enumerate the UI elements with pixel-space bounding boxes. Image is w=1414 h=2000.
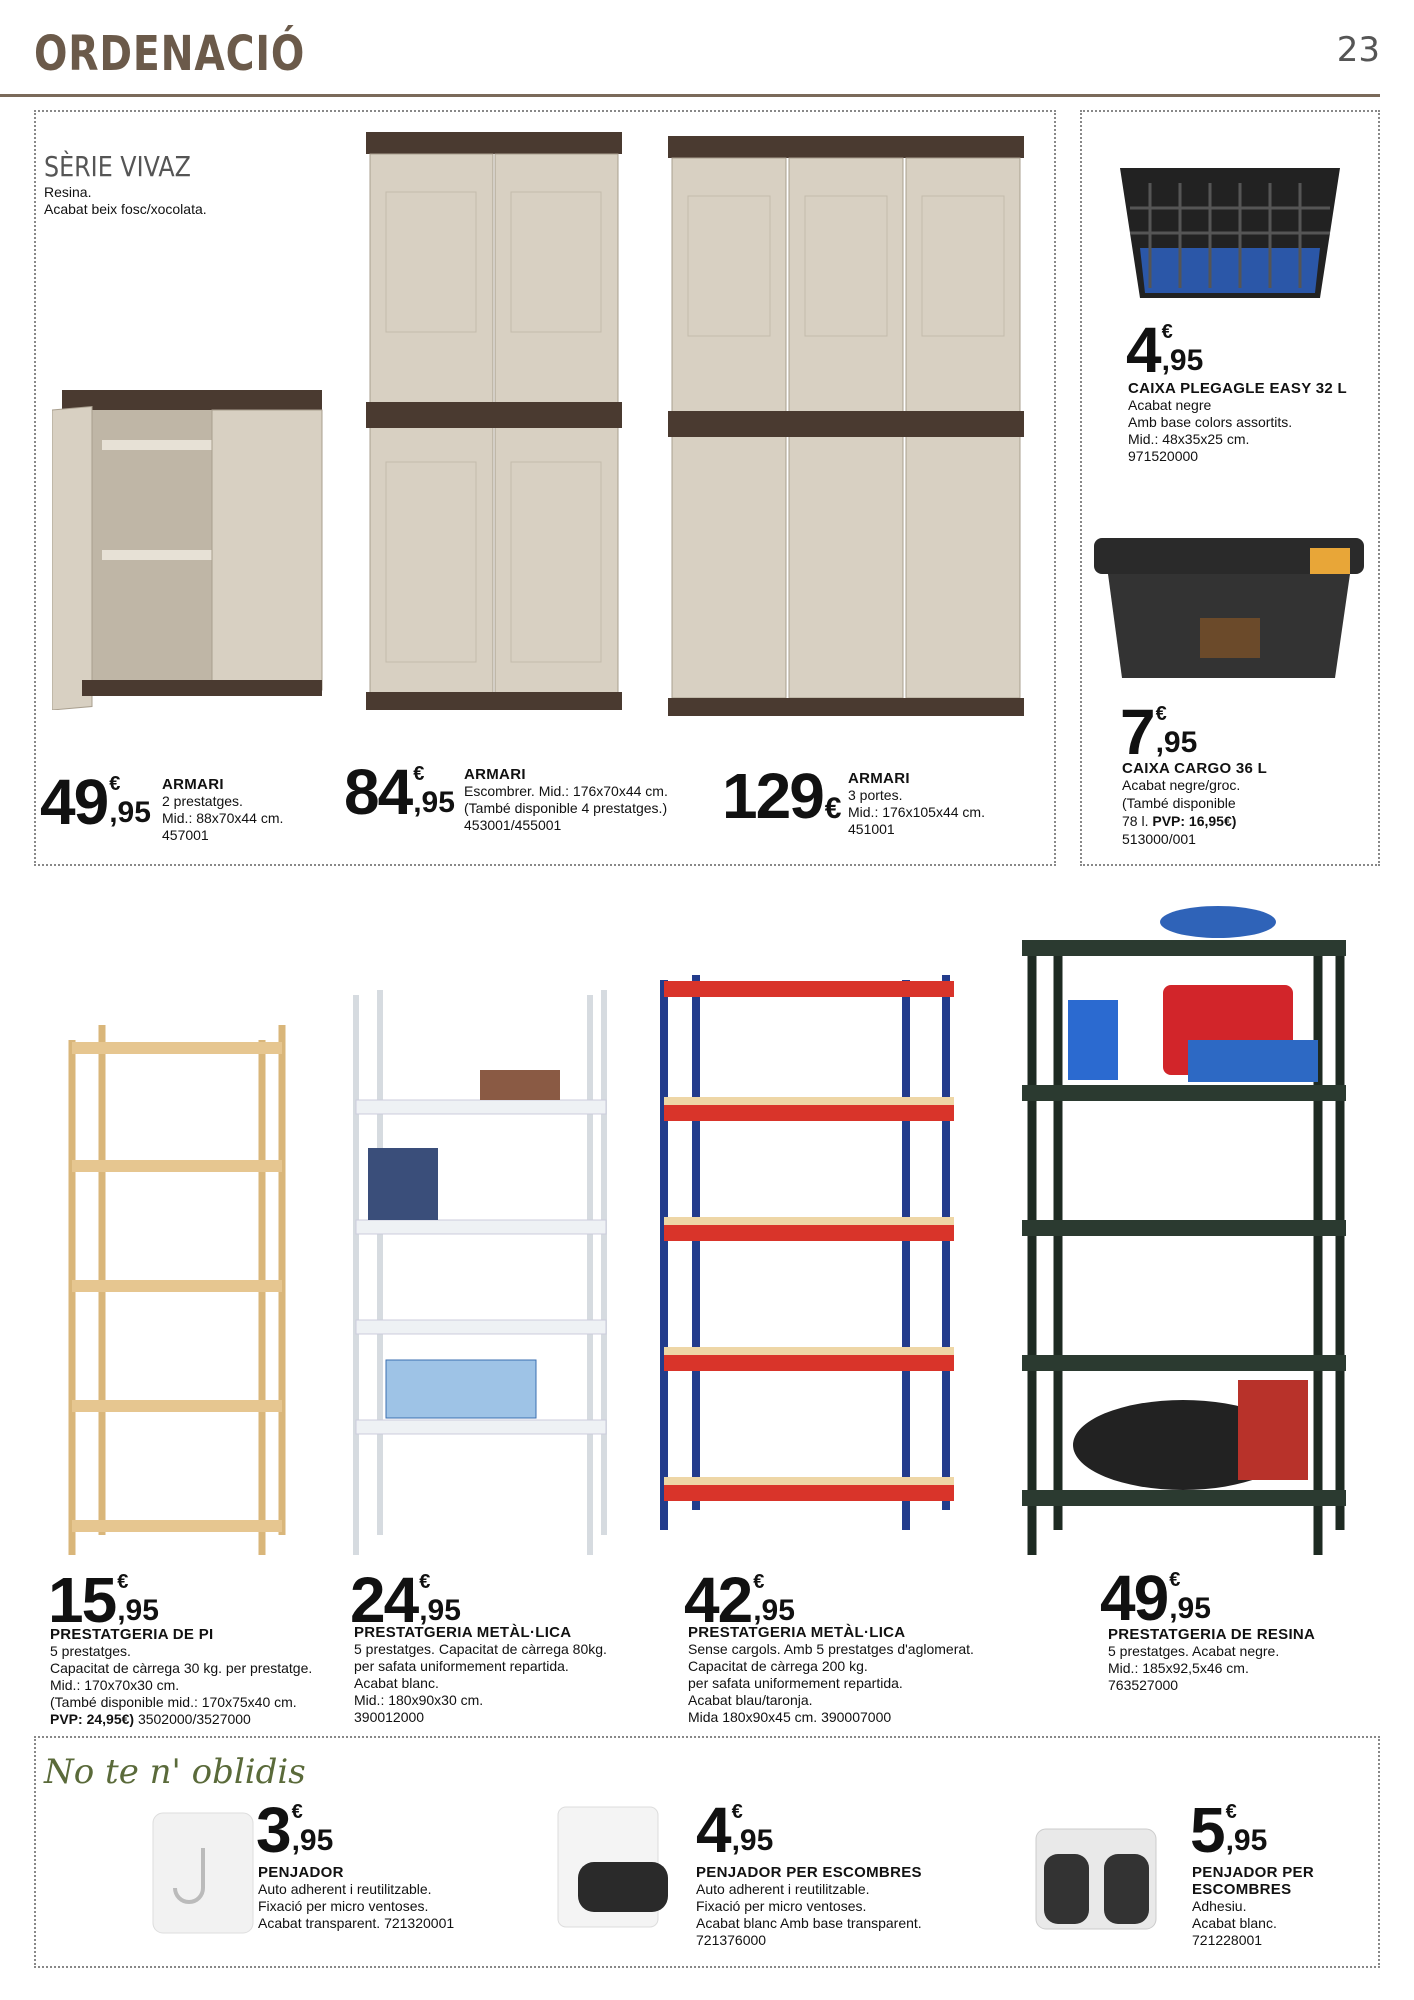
product-code: 971520000 xyxy=(1128,448,1199,464)
product-caixa-easy-price xyxy=(1126,314,1204,386)
product-desc: Escombrer. Mid.: 176x70x44 cm. (També disponible 4 prestatges.) xyxy=(464,783,668,816)
reminder-2-price xyxy=(696,1794,774,1866)
product-metal-blue-info xyxy=(688,1624,1018,1726)
product-resin-price xyxy=(1100,1562,1211,1634)
reminder-3-info xyxy=(1192,1864,1372,1949)
price-decimals: ,95 xyxy=(419,1594,461,1627)
product-desc: Adhesiu. Acabat blanc. 721228001 xyxy=(1192,1898,1277,1948)
product-code: 390012000 xyxy=(354,1709,425,1725)
product-armari-2 xyxy=(344,756,455,828)
product-name: ARMARI xyxy=(848,770,910,787)
cabinet-wide-image xyxy=(668,136,1024,720)
price-decimals: ,95 xyxy=(413,786,455,819)
reminder-1-info xyxy=(258,1864,498,1932)
product-code: 3502000/3527000 xyxy=(134,1711,251,1727)
serie-title: SÈRIE VIVAZ xyxy=(44,150,191,183)
price-integer: 4 xyxy=(696,1794,730,1866)
product-desc: Acabat negre Amb base colors assortits. Mid.: 48x35x25 cm. xyxy=(1128,397,1293,447)
product-name: PENJADOR xyxy=(258,1864,344,1881)
product-pvp: PVP: 24,95€) xyxy=(50,1711,135,1727)
product-desc: Auto adherent i reutilitzable. Fixació per micro ventoses. Acabat blanc Amb base transparent. 721376000 xyxy=(696,1881,922,1948)
price-integer: 5 xyxy=(1190,1794,1224,1866)
product-code: 513000/001 xyxy=(1122,831,1196,847)
price-currency: € xyxy=(109,773,121,795)
price-currency: € xyxy=(419,1571,431,1593)
reminder-2-info xyxy=(696,1864,956,1949)
price-integer: 4 xyxy=(1126,314,1160,386)
price-integer: 49 xyxy=(1100,1562,1168,1634)
product-desc: Acabat negre/groc. (També disponible 78 l. xyxy=(1122,777,1241,829)
price-decimals: ,95 xyxy=(753,1594,795,1627)
price-decimals: ,95 xyxy=(1225,1824,1268,1857)
broom-holder-image xyxy=(548,1802,678,1942)
cabinet-low-image xyxy=(52,380,332,710)
product-name: CAIXA CARGO 36 L xyxy=(1122,760,1268,777)
double-broom-holder-image xyxy=(1026,1824,1166,1934)
header-divider xyxy=(0,94,1380,97)
price-decimals: ,95 xyxy=(731,1824,774,1857)
hook-image xyxy=(148,1808,258,1938)
price-decimals: ,95 xyxy=(1155,726,1198,759)
product-name: PRESTATGERIA METÀL·LICA xyxy=(354,1624,572,1641)
product-code: 451001 xyxy=(848,821,895,837)
price-currency: € xyxy=(753,1571,765,1593)
product-name: PENJADOR PER ESCOMBRES xyxy=(696,1864,922,1881)
price-decimals: ,95 xyxy=(291,1824,334,1857)
product-desc: 3 portes. Mid.: 176x105x44 cm. xyxy=(848,787,985,820)
reminder-title: No te n' oblidis xyxy=(44,1752,306,1792)
product-resin-info xyxy=(1108,1626,1388,1694)
section-title: ORDENACIÓ xyxy=(34,26,306,82)
price-currency: € xyxy=(824,792,842,825)
product-caixa-cargo-info xyxy=(1122,760,1362,848)
price-integer: 24 xyxy=(350,1564,418,1636)
product-caixa-cargo-price xyxy=(1120,696,1198,768)
product-desc: 5 prestatges. Capacitat de càrrega 30 kg. per prestatge. Mid.: 170x70x30 cm. (També disponible mid.: 170x75x40 cm. xyxy=(50,1643,313,1710)
resin-shelf-image xyxy=(1018,900,1348,1560)
product-caixa-easy-info xyxy=(1128,380,1368,465)
price-integer: 7 xyxy=(1120,696,1154,768)
product-armari-2-info xyxy=(464,766,704,834)
serie-line1: Resina. xyxy=(44,184,92,200)
product-pvp: PVP: 16,95€) xyxy=(1152,813,1237,829)
price-integer: 129 xyxy=(722,760,823,832)
product-pi-price xyxy=(48,1564,159,1636)
product-pi-info xyxy=(50,1626,350,1728)
product-desc: 5 prestatges. Acabat negre. Mid.: 185x92,5x46 cm. xyxy=(1108,1643,1280,1676)
product-metal-white-info xyxy=(354,1624,654,1726)
price-currency: € xyxy=(1155,703,1167,725)
folding-crate-image xyxy=(1100,128,1360,308)
price-currency: € xyxy=(291,1801,303,1823)
price-integer: 84 xyxy=(344,756,412,828)
price-integer: 15 xyxy=(48,1564,116,1636)
cabinet-tall-image xyxy=(366,132,622,712)
product-desc: Sense cargols. Amb 5 prestatges d'aglomerat. Capacitat de càrrega 200 kg. per safata uniformement repartida. Acabat blau/taronja. Mida 180x90x45 cm. 390007000 xyxy=(688,1641,974,1725)
reminder-3-price xyxy=(1190,1794,1268,1866)
product-name: PRESTATGERIA METÀL·LICA xyxy=(688,1624,906,1641)
product-name: ARMARI xyxy=(162,776,224,793)
product-metal-white-price xyxy=(350,1564,461,1636)
product-code: 457001 xyxy=(162,827,209,843)
price-decimals: ,95 xyxy=(109,796,151,829)
product-name: PRESTATGERIA DE RESINA xyxy=(1108,1626,1316,1643)
product-desc: 5 prestatges. Capacitat de càrrega 80kg. per safata uniformement repartida. Acabat blanc. Mid.: 180x90x30 cm. xyxy=(354,1641,607,1708)
product-metal-blue-price xyxy=(684,1564,795,1636)
price-currency: € xyxy=(117,1571,129,1593)
product-name: CAIXA PLEGAGLE EASY 32 L xyxy=(1128,380,1347,397)
price-currency: € xyxy=(1161,321,1173,343)
price-decimals: ,95 xyxy=(1169,1592,1211,1625)
product-armari-1 xyxy=(40,766,151,838)
blue-orange-shelf-image xyxy=(656,975,966,1535)
pine-shelf-image xyxy=(62,1020,292,1560)
serie-line2: Acabat beix fosc/xocolata. xyxy=(44,201,207,217)
white-metal-shelf-image xyxy=(350,990,610,1560)
reminder-1-price xyxy=(256,1794,334,1866)
product-code: 763527000 xyxy=(1108,1677,1179,1693)
price-currency: € xyxy=(1225,1801,1237,1823)
price-decimals: ,95 xyxy=(117,1594,159,1627)
product-name: PRESTATGERIA DE PI xyxy=(50,1626,214,1643)
price-integer: 42 xyxy=(684,1564,752,1636)
product-name: PENJADOR PER ESCOMBRES xyxy=(1192,1864,1314,1898)
price-integer: 3 xyxy=(256,1794,290,1866)
price-currency: € xyxy=(413,763,425,785)
price-currency: € xyxy=(731,1801,743,1823)
price-integer: 49 xyxy=(40,766,108,838)
product-armari-1-info xyxy=(162,776,342,844)
price-decimals: ,95 xyxy=(1161,344,1204,377)
price-currency: € xyxy=(1169,1569,1181,1591)
product-armari-3-info xyxy=(848,770,1038,838)
product-desc: 2 prestatges. Mid.: 88x70x44 cm. xyxy=(162,793,284,826)
cargo-box-image xyxy=(1090,518,1370,688)
product-code: 453001/455001 xyxy=(464,817,562,833)
product-name: ARMARI xyxy=(464,766,526,783)
product-armari-3 xyxy=(722,760,842,832)
product-desc: Auto adherent i reutilitzable. Fixació per micro ventoses. Acabat transparent. 721320001 xyxy=(258,1881,455,1931)
page-number: 23 xyxy=(1336,30,1380,70)
